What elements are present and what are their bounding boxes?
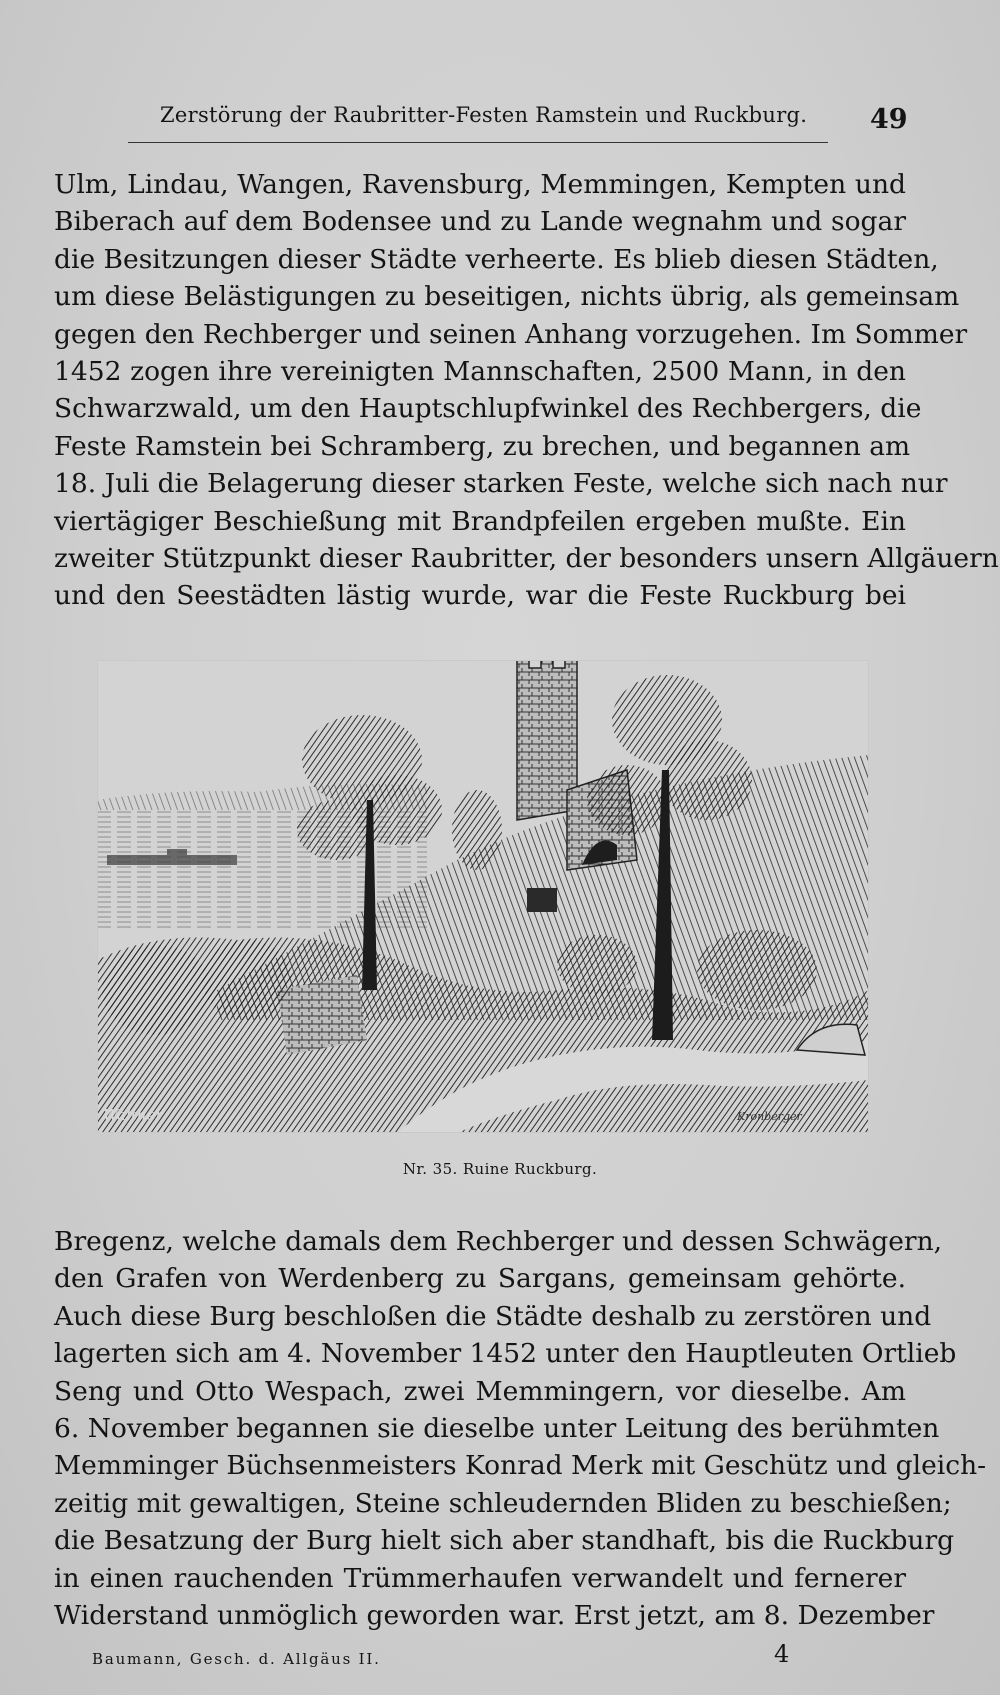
text-line: Schwarzwald, um den Hauptschlupfwinkel des Rechbergers, die bbox=[54, 393, 922, 425]
running-title: Zerstörung der Raubritter-Festen Ramstein und Ruckburg. bbox=[160, 103, 808, 127]
text-line: zeitig mit gewaltigen, Steine schleudernden Bliden zu beschießen; bbox=[54, 1487, 952, 1519]
text-line: den Grafen von Werdenberg zu Sargans, gemeinsam gehörte. bbox=[54, 1263, 906, 1295]
text-line: 18. Juli die Belagerung dieser starken Feste, welche sich nach nur bbox=[54, 468, 948, 500]
text-line: in einen rauchenden Trümmerhaufen verwandelt und fernerer bbox=[54, 1562, 906, 1594]
sheet-number: 4 bbox=[774, 1640, 790, 1668]
text-line: Ulm, Lindau, Wangen, Ravensburg, Memmingen, Kempten und bbox=[54, 169, 906, 200]
header-rule bbox=[128, 142, 828, 143]
text-line: gegen den Rechberger und seinen Anhang vorzugehen. Im Sommer bbox=[54, 318, 968, 350]
paragraph-top bbox=[54, 166, 999, 615]
engraving-ruckburg bbox=[97, 660, 869, 1133]
text-line: Auch diese Burg beschloßen die Städte deshalb zu zerstören und bbox=[54, 1300, 932, 1332]
text-line: Feste Ramstein bei Schramberg, zu brechen, und begannen am bbox=[54, 430, 911, 462]
page-number: 49 bbox=[870, 104, 908, 135]
text-line: Bregenz, welche damals dem Rechberger und dessen Schwägern, bbox=[54, 1226, 943, 1257]
text-line: Memminger Büchsenmeisters Konrad Merk mit Geschütz und gleich- bbox=[54, 1450, 987, 1482]
text-line: und den Seestädten lästig wurde, war die Feste Ruckburg bei bbox=[54, 580, 906, 612]
text-line: die Besitzungen dieser Städte verheerte. Es blieb diesen Städten, bbox=[54, 243, 939, 275]
text-line: 1452 zogen ihre vereinigten Mannschaften, 2500 Mann, in den bbox=[54, 356, 906, 388]
text-line: Biberach auf dem Bodensee und zu Lande wegnahm und sogar bbox=[54, 206, 906, 238]
footer-signature: Baumann, Gesch. d. Allgäus II. bbox=[92, 1650, 381, 1668]
text-line: Seng und Otto Wespach, zwei Memmingern, vor dieselbe. Am bbox=[54, 1375, 906, 1407]
text-line: um diese Belästigungen zu beseitigen, nichts übrig, als gemeinsam bbox=[54, 281, 960, 313]
text-line: Widerstand unmöglich geworden war. Erst jetzt, am 8. Dezember bbox=[54, 1600, 935, 1632]
text-line: 6. November begannen sie dieselbe unter Leitung des berühmten bbox=[54, 1413, 940, 1445]
text-line: lagerten sich am 4. November 1452 unter den Hauptleuten Ortlieb bbox=[54, 1338, 957, 1370]
engraver-signature-left: Walther bbox=[103, 1106, 163, 1124]
text-line: zweiter Stützpunkt dieser Raubritter, der besonders unsern Allgäuern bbox=[54, 543, 999, 575]
engraver-signature-right: Kronberger bbox=[737, 1110, 802, 1123]
figure-caption: Nr. 35. Ruine Ruckburg. bbox=[402, 1160, 598, 1178]
engraving-image bbox=[97, 660, 869, 1133]
text-line: die Besatzung der Burg hielt sich aber standhaft, bis die Ruckburg bbox=[54, 1525, 955, 1557]
paragraph-bottom bbox=[54, 1223, 987, 1634]
text-line: viertägiger Beschießung mit Brandpfeilen ergeben mußte. Ein bbox=[54, 505, 906, 537]
